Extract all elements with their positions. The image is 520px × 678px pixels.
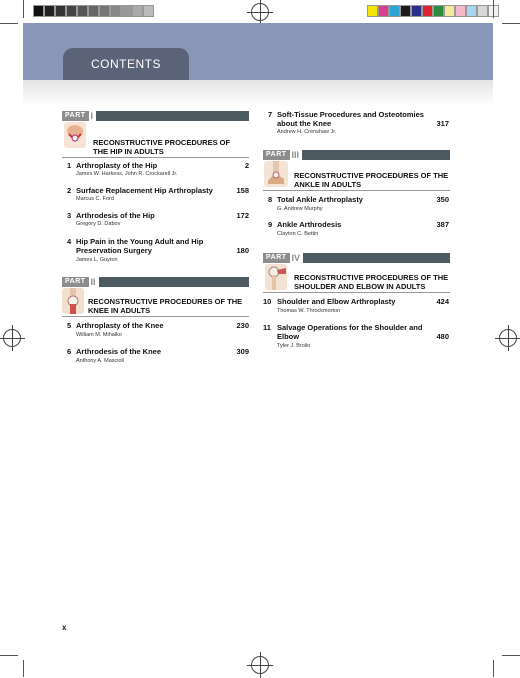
- color-swatch: [411, 5, 422, 17]
- color-swatch: [99, 5, 110, 17]
- chapter-number: 8: [268, 195, 273, 204]
- part-bar-fill: [96, 111, 249, 121]
- part-title: [294, 172, 448, 189]
- color-swatch: [378, 5, 389, 17]
- chapter-title-line: Soft-Tissue Procedures and Osteotomies: [277, 110, 424, 119]
- chapter-page: 180: [236, 246, 249, 255]
- color-swatch: [88, 5, 99, 17]
- chapter-number: 6: [67, 347, 72, 356]
- page-title-text: CONTENTS: [91, 57, 161, 71]
- chapter-authors: Andrew H. Crenshaw Jr.: [277, 129, 337, 135]
- chapter-title[interactable]: [277, 323, 422, 341]
- chapter-authors: James L. Guyton: [76, 257, 118, 263]
- crop-mark: [23, 0, 24, 18]
- color-swatch: [132, 5, 143, 17]
- part-header-bar: [62, 111, 249, 121]
- registration-mark-right: [499, 329, 517, 347]
- part-label: PART: [263, 150, 290, 160]
- chapter-page: 480: [436, 332, 449, 341]
- color-swatch: [455, 5, 466, 17]
- chapter-title-line: about the Knee: [277, 119, 332, 128]
- chapter-number: 9: [268, 220, 273, 229]
- color-swatch: [66, 5, 77, 17]
- crop-mark: [0, 23, 18, 24]
- part-title-line: SHOULDER AND ELBOW IN ADULTS: [294, 281, 426, 291]
- chapter-authors: Thomas W. Throckmorton: [277, 308, 341, 314]
- part-divider: [62, 157, 249, 158]
- chapter-title[interactable]: Surface Replacement Hip Arthroplasty: [76, 186, 213, 195]
- part-title: [93, 139, 230, 156]
- color-swatch: [389, 5, 400, 17]
- part-title-line: RECONSTRUCTIVE PROCEDURES OF: [93, 138, 231, 147]
- chapter-page: 230: [236, 321, 249, 330]
- chapter-title-line: Elbow: [277, 332, 300, 341]
- chapter-title[interactable]: Arthroplasty of the Hip: [76, 161, 158, 170]
- part-header-bar: [62, 277, 249, 287]
- chapter-number: 7: [268, 110, 273, 119]
- color-swatch: [367, 5, 378, 17]
- registration-mark-left: [3, 329, 21, 347]
- part-title: [294, 274, 448, 291]
- shoulder-anatomy-icon: [265, 264, 287, 290]
- chapter-title[interactable]: Total Ankle Arthroplasty: [277, 195, 363, 204]
- chapter-page: 2: [244, 161, 249, 170]
- chapter-title[interactable]: Ankle Arthrodesis: [277, 220, 342, 229]
- part-divider: [263, 190, 450, 191]
- chapter-authors: William M. Mihalko: [76, 332, 122, 338]
- hip-anatomy-icon: [64, 122, 86, 148]
- color-swatch: [400, 5, 411, 17]
- part-numeral: I: [90, 111, 94, 121]
- color-swatch: [33, 5, 44, 17]
- chapter-page: 172: [236, 211, 249, 220]
- color-swatch: [110, 5, 121, 17]
- part-title-line: RECONSTRUCTIVE PROCEDURES OF THE: [294, 273, 449, 282]
- part-label: PART: [62, 111, 89, 121]
- color-swatch: [143, 5, 154, 17]
- chapter-authors: Anthony A. Mascioli: [76, 358, 124, 364]
- chapter-authors: Clayton C. Bettin: [277, 231, 319, 237]
- knee-anatomy-icon: [62, 288, 84, 314]
- chapter-page: 309: [236, 347, 249, 356]
- chapter-title[interactable]: Shoulder and Elbow Arthroplasty: [277, 297, 396, 306]
- crop-mark: [502, 23, 520, 24]
- chapter-title[interactable]: [76, 237, 203, 255]
- color-swatch: [444, 5, 455, 17]
- ankle-anatomy-icon: [264, 161, 286, 187]
- color-swatch: [477, 5, 488, 17]
- page-number: x: [62, 623, 67, 632]
- color-swatch: [44, 5, 55, 17]
- chapter-title[interactable]: Arthrodesis of the Knee: [76, 347, 162, 356]
- crop-mark: [0, 655, 18, 656]
- part-header-bar: [263, 150, 450, 160]
- crop-mark: [23, 660, 24, 677]
- page-title: [63, 48, 189, 80]
- chapter-page: 350: [436, 195, 449, 204]
- chapter-page: 387: [436, 220, 449, 229]
- chapter-authors: Marcus C. Ford: [76, 196, 114, 202]
- part-bar-fill: [99, 277, 249, 287]
- part-title-line: RECONSTRUCTIVE PROCEDURES OF THE: [88, 297, 243, 306]
- grayscale-calibration-bar: [33, 5, 154, 17]
- chapter-authors: James W. Harkess, John R. Crockarell Jr.: [76, 171, 178, 177]
- crop-mark: [493, 660, 494, 677]
- part-title-line: THE HIP IN ADULTS: [93, 146, 164, 156]
- chapter-authors: Gregory D. Dabov: [76, 221, 121, 227]
- chapter-page: 424: [436, 297, 449, 306]
- color-swatch: [55, 5, 66, 17]
- color-calibration-bar: [367, 5, 499, 17]
- part-label: PART: [263, 253, 290, 263]
- chapter-page: 317: [436, 119, 449, 128]
- chapter-number: 11: [263, 323, 271, 332]
- chapter-title[interactable]: Arthroplasty of the Knee: [76, 321, 164, 330]
- chapter-page: 158: [236, 186, 249, 195]
- header-shadow: [23, 80, 493, 106]
- chapter-authors: Tyler J. Brolin: [277, 343, 311, 349]
- color-swatch: [422, 5, 433, 17]
- chapter-number: 10: [263, 297, 272, 306]
- part-title-line: ANKLE IN ADULTS: [294, 179, 362, 189]
- chapter-title[interactable]: Arthrodesis of the Hip: [76, 211, 155, 220]
- part-numeral: IV: [291, 253, 301, 263]
- crop-mark: [502, 655, 520, 656]
- part-bar-fill: [302, 150, 450, 160]
- color-swatch: [433, 5, 444, 17]
- part-title-line: KNEE IN ADULTS: [88, 305, 151, 315]
- part-header-bar: [263, 253, 450, 263]
- part-title-line: RECONSTRUCTIVE PROCEDURES OF THE: [294, 171, 449, 180]
- part-numeral: III: [291, 150, 300, 160]
- registration-mark-top: [251, 3, 269, 21]
- crop-mark: [493, 0, 494, 18]
- chapter-title-line: Hip Pain in the Young Adult and Hip: [76, 237, 204, 246]
- color-swatch: [77, 5, 88, 17]
- registration-mark-bottom: [251, 656, 269, 674]
- chapter-title-line: Salvage Operations for the Shoulder and: [277, 323, 423, 332]
- chapter-number: 4: [67, 237, 72, 246]
- color-swatch: [466, 5, 477, 17]
- part-bar-fill: [303, 253, 450, 263]
- chapter-number: 3: [67, 211, 72, 220]
- chapter-number: 5: [67, 321, 72, 330]
- part-divider: [62, 316, 249, 317]
- chapter-title[interactable]: [277, 110, 424, 128]
- part-numeral: II: [90, 277, 96, 287]
- chapter-number: 1: [67, 161, 72, 170]
- part-divider: [263, 292, 450, 293]
- chapter-authors: G. Andrew Murphy: [277, 206, 323, 212]
- part-label: PART: [62, 277, 89, 287]
- color-swatch: [121, 5, 132, 17]
- part-title: [88, 298, 242, 315]
- chapter-number: 2: [67, 186, 72, 195]
- chapter-title-line: Preservation Surgery: [76, 246, 152, 255]
